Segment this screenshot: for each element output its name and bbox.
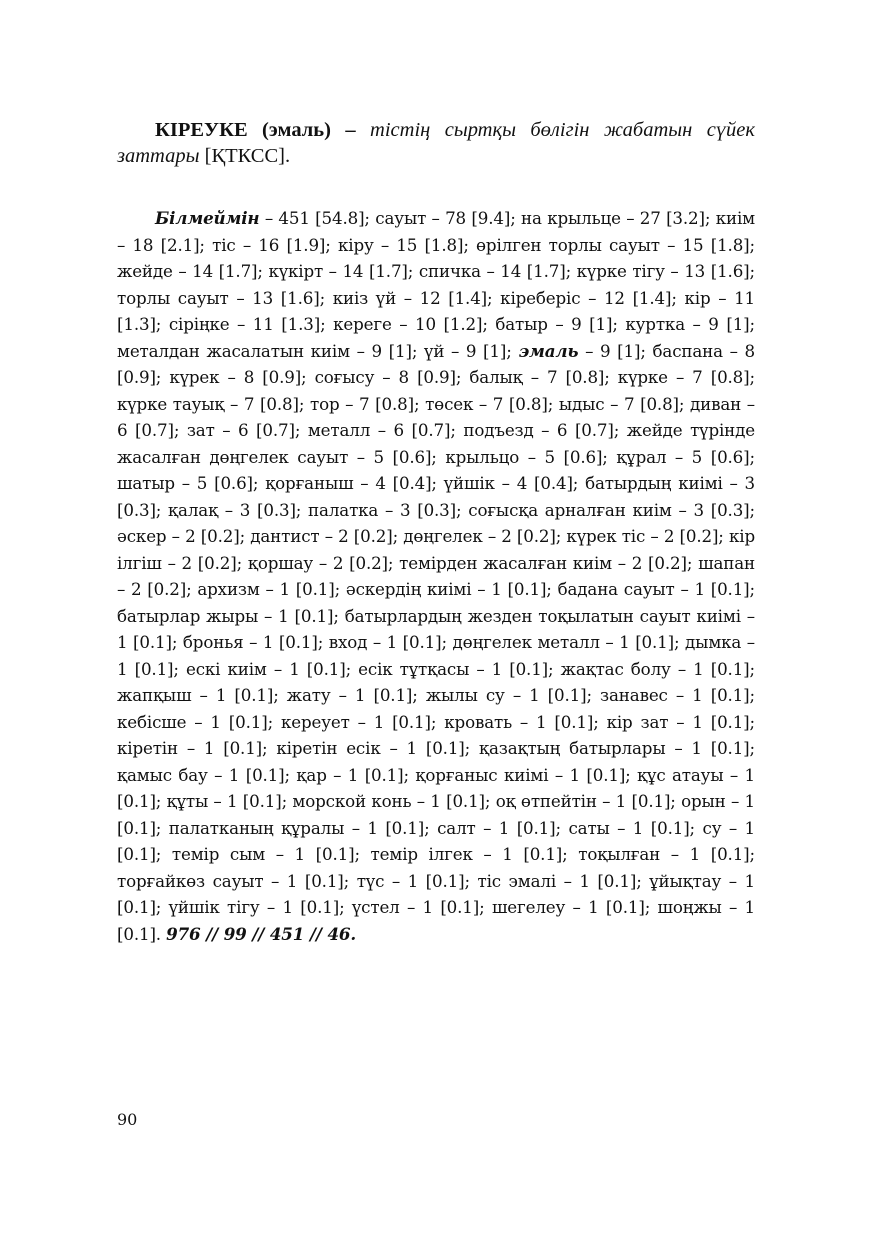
lead-text: – 451 [54.8]; сауыт – 78 [9.4]; на крыльце – 27 [3.2]; киім – 18 [2.1]; тіс – 16 [1.9]; кіру – 15 [1.8]; өрілген торлы сауыт – 15 [1.8]; жейде – 14 [1.7]; күкірт – 14 [1.7]; спичка – 14 [1.7]; күрке тігу – 13 [1.6]; торлы сауыт – 13 [1.6]; киіз үй – 12 [1.4]; кіреберіс – 12 [1.4]; кір – 11 [1.3]; сіріңке – 11 [1.3]; кереге – 10 [1.2]; батыр – 9 [1]; куртка – 9 [1]; металдан жасалатын киім – 9 [1]; үй – 9 [1]; [117, 208, 755, 361]
source-reference: [ҚТКСС]. [204, 145, 291, 167]
lead-label: Білмеймін [155, 208, 260, 228]
highlight-label: эмаль [518, 340, 579, 361]
dictionary-entry [117, 117, 755, 169]
definition: тістің сыртқы бөлігін жабатын сүйек заттары [117, 119, 756, 167]
responses-text: – 9 [1]; баспана – 8 [0.9]; күрек – 8 [0.9]; соғысу – 8 [0.9]; балық – 7 [0.8]; күрке – 7 [0.8]; күрке тауық – 7 [0.8]; тор – 7 [0.8]; төсек – 7 [0.8]; ыдыс – 7 [0.8]; диван – 6 [0.7]; зат – 6 [0.7]; металл – 6 [0.7]; подъезд – 6 [0.7]; жейде түрінде жасалған дөңгелек сауыт – 5 [0.6]; крыльцо – 5 [0.6]; құрал – 5 [0.6]; шатыр – 5 [0.6]; қорғаныш – 4 [0.4]; үйшік – 4 [0.4]; батырдың киімі – 3 [0.3]; қалақ – 3 [0.3]; палатка – 3 [0.3]; соғысқа арналған киім – 3 [0.3]; әскер – 2 [0.2]; дантист – 2 [0.2]; дөңгелек – 2 [0.2]; күрек тіс – 2 [0.2]; кір ілгіш – 2 [0.2]; қоршау – 2 [0.2]; темірден жасалған киім – 2 [0.2]; шапан – 2 [0.2]; архизм – 1 [0.1]; әскердің киімі – 1 [0.1]; бадана сауыт – 1 [0.1]; батырлар жыры – 1 [0.1]; батырлардың жезден тоқылатын сауыт киімі – 1 [0.1]; бронья – 1 [0.1]; вход – 1 [0.1]; дөңгелек металл – 1 [0.1]; дымка – 1 [0.1]; ескі киім – 1 [0.1]; есік тұтқасы – 1 [0.1]; жақтас болу – 1 [0.1]; жапқыш – 1 [0.1]; жату – 1 [0.1]; жылы су – 1 [0.1]; занавес – 1 [0.1]; кебісше – 1 [0.1]; кереует – 1 [0.1]; кровать – 1 [0.1]; кір зат – 1 [0.1]; кіретін – 1 [0.1]; кіретін есік – 1 [0.1]; қазақтың батырлары – 1 [0.1]; қамыс бау – 1 [0.1]; қар – 1 [0.1]; қорғаныс киімі – 1 [0.1]; құс атауы – 1 [0.1]; құты – 1 [0.1]; морской конь – 1 [0.1]; оқ өтпейтін – 1 [0.1]; орын – 1 [0.1]; палатканың құралы – 1 [0.1]; салт – 1 [0.1]; саты – 1 [0.1]; су – 1 [0.1]; темір сым – 1 [0.1]; темір ілгек – 1 [0.1]; тоқылған – 1 [0.1]; торғайкөз сауыт – 1 [0.1]; түс – 1 [0.1]; тіс эмалі – 1 [0.1]; ұйықтау – 1 [0.1]; үйшік тігу – 1 [0.1]; үстел – 1 [0.1]; шегелеу – 1 [0.1]; шоңжы – 1 [0.1]. [117, 340, 756, 944]
totals: 976 // 99 // 451 // 46. [166, 923, 357, 944]
headword: КІРЕУКЕ (эмаль) – [155, 119, 356, 141]
page-number: 90 [117, 1110, 138, 1129]
page-content [117, 117, 755, 947]
responses-paragraph [117, 205, 755, 947]
